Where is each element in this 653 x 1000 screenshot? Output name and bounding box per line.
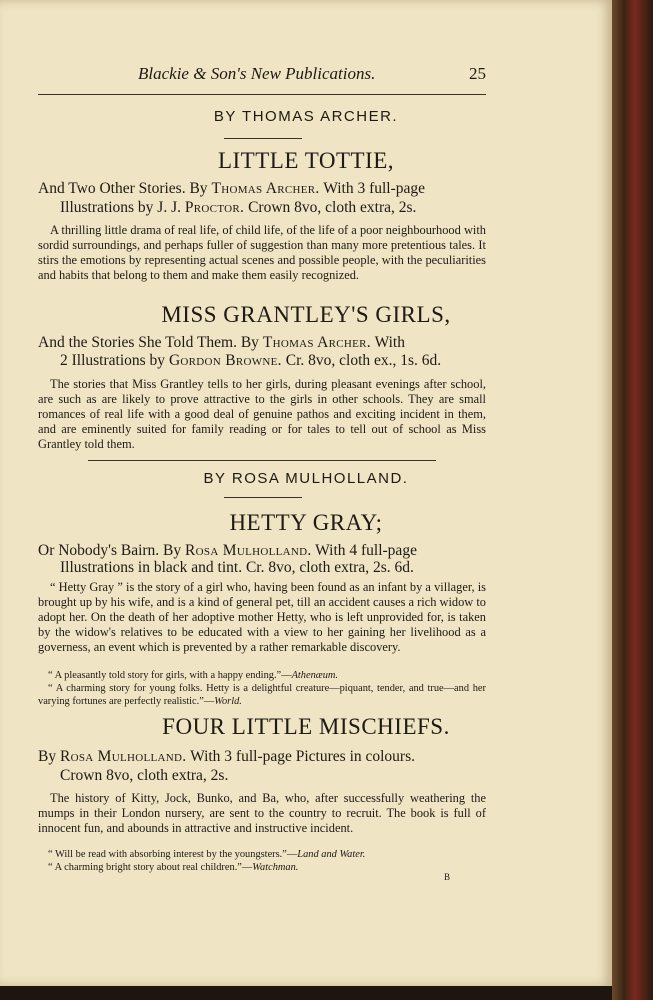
- book-imprint-line: Illustrations in black and tint. Cr. 8vo, cloth extra, 2s. 6d.: [60, 559, 414, 576]
- page-bottom-edge: [0, 986, 612, 1000]
- title-divider: [224, 497, 302, 498]
- illustrator-name: Proctor.: [184, 199, 245, 216]
- book-imprint-line: [38, 332, 490, 353]
- section-divider: [88, 460, 436, 461]
- section-heading-archer: BY THOMAS ARCHER.: [213, 108, 399, 125]
- imprint-text: Or Nobody's Bairn. By: [38, 542, 186, 559]
- section-heading-mulholland: BY ROSA MULHOLLAND.: [203, 470, 409, 487]
- review-quote: [38, 848, 486, 861]
- imprint-text: And Two Other Stories. By: [38, 180, 212, 197]
- review-quote: [38, 669, 486, 682]
- book-imprint-line: [60, 199, 416, 217]
- imprint-text: 2 Illustrations by: [60, 352, 169, 369]
- book-description: “ Hetty Gray ” is the story of a girl who, having been found as an infant by a villager, is brought up by his wife, and is a kind of general pet, till an accident causes a rich widow to adopt her. On the death of her adoptive mother Hetty, who is left unprovided for, is taken by the widow's relatives to be educated with a view to her gaining her livelihood as a governess, an event which is prevented by a rather remarkable discovery.: [38, 580, 486, 654]
- book-title-hetty-gray: HETTY GRAY;: [229, 510, 383, 535]
- quote-source: Watchman.: [252, 862, 299, 873]
- book-title-little-tottie: LITTLE TOTTIE,: [217, 148, 395, 173]
- book-description: The history of Kitty, Jock, Bunko, and Ba, who, after successfully weathering the mumps in their London nursery, are sent to the country to recruit. The book is full of innocent fun, and abounds in attractive and instructive incident.: [38, 791, 486, 835]
- signature-mark: B: [444, 872, 451, 882]
- page-header: [38, 64, 486, 86]
- quote-source: World.: [214, 696, 242, 707]
- imprint-text: With 3 full-page: [319, 180, 426, 197]
- imprint-text: And the Stories She Told Them. By: [38, 334, 263, 351]
- book-title-miss-grantleys-girls: MISS GRANTLEY'S GIRLS,: [161, 302, 451, 327]
- imprint-text: With: [370, 334, 405, 351]
- book-imprint-line: [38, 178, 490, 199]
- author-name: Rosa Mulholland.: [185, 542, 312, 559]
- quote-source: Athenæum.: [291, 670, 339, 681]
- book-imprint-line: Crown 8vo, cloth extra, 2s.: [60, 767, 229, 784]
- imprint-text: Cr. 8vo, cloth ex., 1s. 6d.: [281, 352, 442, 369]
- book-spine-edge: [612, 0, 653, 1000]
- quote-text: “ A charming story for young folks. Hetty is a delightful creature—piquant, tender, and true—and her varying fortunes are perfectly realistic.”—: [38, 683, 486, 707]
- book-description: The stories that Miss Grantley tells to her girls, during pleasant evenings after school, are such as are likely to prove attractive to the girls in other schools. They are small romances of real life with a good deal of genuine pathos and exciting incident in them, and are eminently suited for family reading or for tales to tell out of school as Miss Grantley told them.: [38, 377, 486, 451]
- imprint-text: Crown 8vo, cloth extra, 2s.: [244, 199, 417, 216]
- header-rule: [38, 94, 486, 95]
- author-name: Thomas Archer.: [262, 334, 371, 351]
- quote-source: Land and Water.: [297, 849, 366, 860]
- imprint-text: With 4 full-page: [311, 542, 417, 559]
- page-number: 25: [469, 64, 486, 83]
- running-title: Blackie & Son's New Publications.: [138, 64, 376, 83]
- imprint-text: With 3 full-page Pictures in colours.: [186, 748, 416, 765]
- author-name: Rosa Mulholland.: [59, 748, 187, 765]
- author-name: Thomas Archer.: [211, 180, 320, 197]
- book-imprint-line: [38, 746, 490, 767]
- quote-text: “ Will be read with absorbing interest by the youngsters.”—: [48, 849, 298, 860]
- imprint-text: Illustrations by J. J.: [60, 199, 185, 216]
- book-imprint-line: [60, 352, 441, 370]
- illustrator-name: Gordon Browne.: [168, 352, 282, 369]
- book-imprint-line: [38, 540, 490, 561]
- quote-text: “ A pleasantly told story for girls, with a happy ending.”—: [48, 670, 292, 681]
- review-quote: [38, 682, 486, 708]
- title-divider: [224, 138, 302, 139]
- imprint-text: By: [38, 748, 60, 765]
- book-title-four-little-mischiefs: FOUR LITTLE MISCHIEFS.: [162, 714, 450, 739]
- quote-text: “ A charming bright story about real children.”—: [48, 862, 253, 873]
- book-description: A thrilling little drama of real life, of child life, of the life of a poor neighbourhood with sordid surroundings, and perhaps fuller of suggestion than many more pretentious tales. It stirs the emotions by representing actual scenes and possible people, with the peculiarities and habits that belong to them and make them easily recognized.: [38, 223, 486, 282]
- review-quote: [38, 861, 486, 874]
